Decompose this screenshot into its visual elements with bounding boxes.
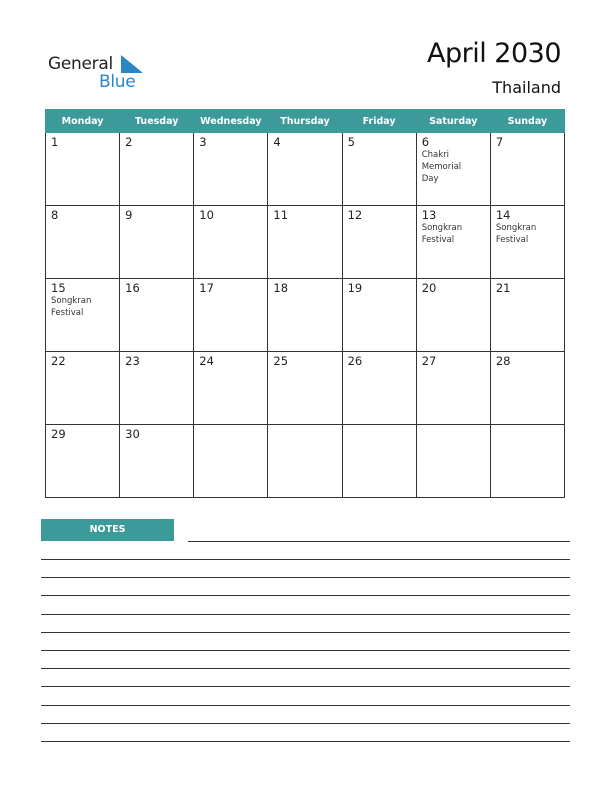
day-number: 17 xyxy=(199,281,214,295)
day-number: 9 xyxy=(125,208,133,222)
day-number: 20 xyxy=(421,281,437,295)
notes-line xyxy=(41,686,570,687)
calendar-grid xyxy=(45,109,565,498)
notes-line xyxy=(41,650,570,651)
day-cell xyxy=(120,425,194,498)
day-number: 25 xyxy=(273,354,289,368)
day-cell xyxy=(490,352,564,425)
day-number: 2 xyxy=(125,135,133,149)
week-row xyxy=(46,133,565,206)
notes-line xyxy=(41,668,570,669)
notes-line xyxy=(41,632,570,633)
day-cell xyxy=(490,206,564,279)
brand-logo xyxy=(48,52,158,92)
day-cell xyxy=(416,425,490,498)
notes-line xyxy=(41,741,570,742)
day-cell xyxy=(490,279,564,352)
day-number: 23 xyxy=(125,354,140,368)
weekday-header-monday: Monday xyxy=(46,110,120,133)
holiday-label: Festival xyxy=(421,235,455,245)
week-row xyxy=(46,352,565,425)
day-cell xyxy=(194,206,268,279)
day-number: 24 xyxy=(199,354,214,368)
day-number: 5 xyxy=(347,135,355,149)
weekday-header-row xyxy=(46,110,565,133)
weekday-header-thursday: Thursday xyxy=(268,110,342,133)
notes-line xyxy=(41,614,570,615)
day-cell xyxy=(342,279,416,352)
day-number: 3 xyxy=(199,135,207,149)
calendar-body xyxy=(46,133,565,498)
day-cell xyxy=(120,352,194,425)
weekday-header-saturday: Saturday xyxy=(416,110,490,133)
day-number: 30 xyxy=(125,427,140,441)
notes-line xyxy=(41,705,570,706)
calendar-title: April 2030 xyxy=(426,38,561,69)
notes-line xyxy=(41,559,570,560)
day-cell xyxy=(342,425,416,498)
day-cell xyxy=(416,352,490,425)
day-cell xyxy=(268,206,342,279)
day-number: 4 xyxy=(273,135,281,149)
day-cell xyxy=(416,133,490,206)
day-number: 15 xyxy=(51,281,66,295)
day-number: 27 xyxy=(421,354,437,368)
notes-line xyxy=(41,723,570,724)
notes-line xyxy=(41,595,570,596)
day-cell xyxy=(416,206,490,279)
holiday-label: Memorial xyxy=(421,162,462,172)
weekday-header-sunday: Sunday xyxy=(490,110,564,133)
day-number: 13 xyxy=(421,208,437,222)
brand-word-blue: Blue xyxy=(99,72,136,92)
holiday-label: Chakri xyxy=(421,150,450,160)
day-number: 29 xyxy=(51,427,66,441)
day-number: 22 xyxy=(51,354,66,368)
day-cell xyxy=(46,133,120,206)
notes-header: NOTES xyxy=(41,519,174,541)
day-cell xyxy=(416,279,490,352)
day-number: 10 xyxy=(199,208,214,222)
day-number: 1 xyxy=(51,135,59,149)
day-cell xyxy=(194,425,268,498)
week-row xyxy=(46,425,565,498)
brand-word-general: General xyxy=(48,54,113,74)
day-cell xyxy=(490,133,564,206)
day-cell xyxy=(490,425,564,498)
day-cell xyxy=(268,279,342,352)
brand-flag-icon xyxy=(121,55,143,73)
day-cell xyxy=(342,352,416,425)
day-cell xyxy=(268,425,342,498)
day-number: 18 xyxy=(273,281,289,295)
weekday-header-friday: Friday xyxy=(342,110,416,133)
day-number: 11 xyxy=(273,208,289,222)
day-cell xyxy=(46,352,120,425)
holiday-label: Songkran xyxy=(421,223,463,233)
day-cell xyxy=(342,206,416,279)
day-number: 28 xyxy=(495,354,511,368)
notes-line xyxy=(188,541,570,542)
day-cell xyxy=(194,133,268,206)
holiday-label: Festival xyxy=(51,308,84,318)
weekday-header-wednesday: Wednesday xyxy=(194,110,268,133)
day-number: 8 xyxy=(51,208,59,222)
week-row xyxy=(46,279,565,352)
holiday-label: Songkran xyxy=(495,223,537,233)
day-number: 16 xyxy=(125,281,140,295)
calendar-country: Thailand xyxy=(492,78,561,97)
weekday-header-tuesday: Tuesday xyxy=(120,110,194,133)
day-cell xyxy=(120,206,194,279)
holiday-label: Festival xyxy=(495,235,529,245)
day-number: 6 xyxy=(421,135,430,149)
day-cell xyxy=(46,425,120,498)
day-cell xyxy=(46,279,120,352)
holiday-label: Songkran xyxy=(51,296,92,306)
day-number: 19 xyxy=(347,281,363,295)
week-row xyxy=(46,206,565,279)
day-cell xyxy=(120,279,194,352)
day-number: 14 xyxy=(495,208,511,222)
day-cell xyxy=(194,352,268,425)
day-cell xyxy=(194,279,268,352)
day-number: 26 xyxy=(347,354,363,368)
day-cell xyxy=(268,133,342,206)
day-cell xyxy=(46,206,120,279)
notes-line xyxy=(41,577,570,578)
day-cell xyxy=(268,352,342,425)
day-cell xyxy=(120,133,194,206)
day-cell xyxy=(342,133,416,206)
day-number: 21 xyxy=(495,281,511,295)
day-number: 12 xyxy=(347,208,363,222)
holiday-label: Day xyxy=(421,174,439,184)
day-number: 7 xyxy=(495,135,504,149)
